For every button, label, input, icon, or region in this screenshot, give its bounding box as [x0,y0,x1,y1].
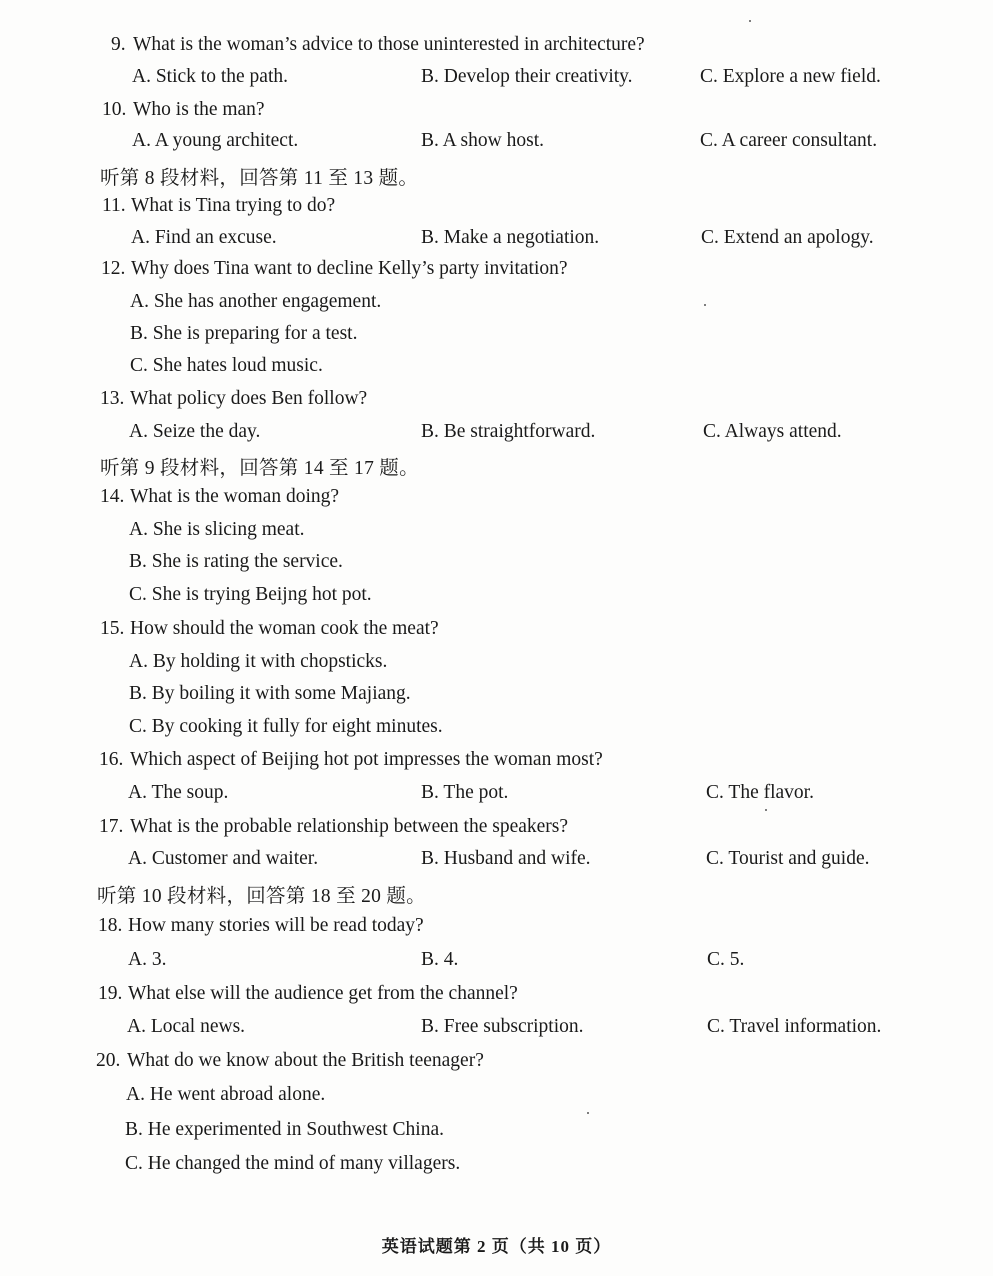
scan-speck [704,304,706,306]
scan-speck [587,1112,589,1114]
question-number: 15. [100,618,125,639]
question-text: Which aspect of Beijing hot pot impresses the woman most? [130,749,603,770]
question-text: What do we know about the British teenager? [127,1050,484,1071]
option-c: C. 5. [707,949,745,970]
option-b: B. A show host. [421,130,544,151]
question-text: How many stories will be read today? [128,915,424,936]
question-text: Who is the man? [133,99,265,120]
option-c: C. Extend an apology. [701,227,874,248]
option-b: B. Free subscription. [421,1016,584,1037]
option-c: C. Tourist and guide. [706,848,870,869]
option-c: C. She is trying Beijng hot pot. [129,584,372,605]
question-number: 10. [102,99,127,120]
option-a: A. She is slicing meat. [129,519,305,540]
question-text: What else will the audience get from the channel? [128,983,518,1004]
option-a: A. By holding it with chopsticks. [129,651,388,672]
question-text: What is the woman doing? [130,486,340,507]
option-b: B. Husband and wife. [421,848,591,869]
option-c: C. The flavor. [706,782,814,803]
question-text: What is Tina trying to do? [131,195,336,216]
option-a: A. The soup. [128,782,229,803]
option-c: C. Travel information. [707,1016,882,1037]
option-b: B. Develop their creativity. [421,66,633,87]
question-number: 11. [102,195,126,216]
option-a: A. Customer and waiter. [128,848,319,869]
option-c: C. She hates loud music. [130,355,323,376]
option-a: A. Local news. [127,1016,246,1037]
section-heading-9: 听第 9 段材料，回答第 14 至 17 题。 [100,458,419,479]
option-b: B. By boiling it with some Majiang. [129,683,411,704]
option-a: A. Seize the day. [129,421,261,442]
option-b: B. Be straightforward. [421,421,596,442]
option-b: B. She is preparing for a test. [130,323,358,344]
section-heading-10: 听第 10 段材料，回答第 18 至 20 题。 [97,886,426,907]
option-a: A. Stick to the path. [132,66,288,87]
option-a: A. Find an excuse. [131,227,277,248]
option-c: C. Explore a new field. [700,66,881,87]
question-number: 20. [96,1050,121,1071]
option-c: C. A career consultant. [700,130,878,151]
question-number: 9. [111,34,126,55]
section-heading-8: 听第 8 段材料，回答第 11 至 13 题。 [100,168,419,189]
option-b: B. Make a negotiation. [421,227,600,248]
question-number: 12. [101,258,126,279]
scan-speck [749,20,751,22]
question-number: 19. [98,983,123,1004]
question-text: What is the probable relationship between the speakers? [130,816,569,837]
option-c: C. By cooking it fully for eight minutes. [129,716,443,737]
question-text: Why does Tina want to decline Kelly’s party invitation? [131,258,568,279]
question-number: 14. [100,486,125,507]
option-c: C. Always attend. [703,421,842,442]
option-b: B. He experimented in Southwest China. [125,1119,444,1140]
option-b: B. She is rating the service. [129,551,343,572]
option-b: B. 4. [421,949,459,970]
question-number: 16. [99,749,124,770]
option-a: A. She has another engagement. [130,291,382,312]
option-a: A. 3. [128,949,167,970]
question-text: What policy does Ben follow? [130,388,368,409]
question-text: How should the woman cook the meat? [130,618,439,639]
option-a: A. A young architect. [132,130,299,151]
page-footer: 英语试题第 2 页（共 10 页） [381,1237,612,1256]
scan-speck [765,809,767,811]
question-number: 13. [100,388,125,409]
option-b: B. The pot. [421,782,509,803]
option-c: C. He changed the mind of many villagers. [125,1153,461,1174]
question-number: 18. [98,915,123,936]
question-number: 17. [99,816,124,837]
question-text: What is the woman’s advice to those uninterested in architecture? [133,34,645,55]
option-a: A. He went abroad alone. [126,1084,326,1105]
